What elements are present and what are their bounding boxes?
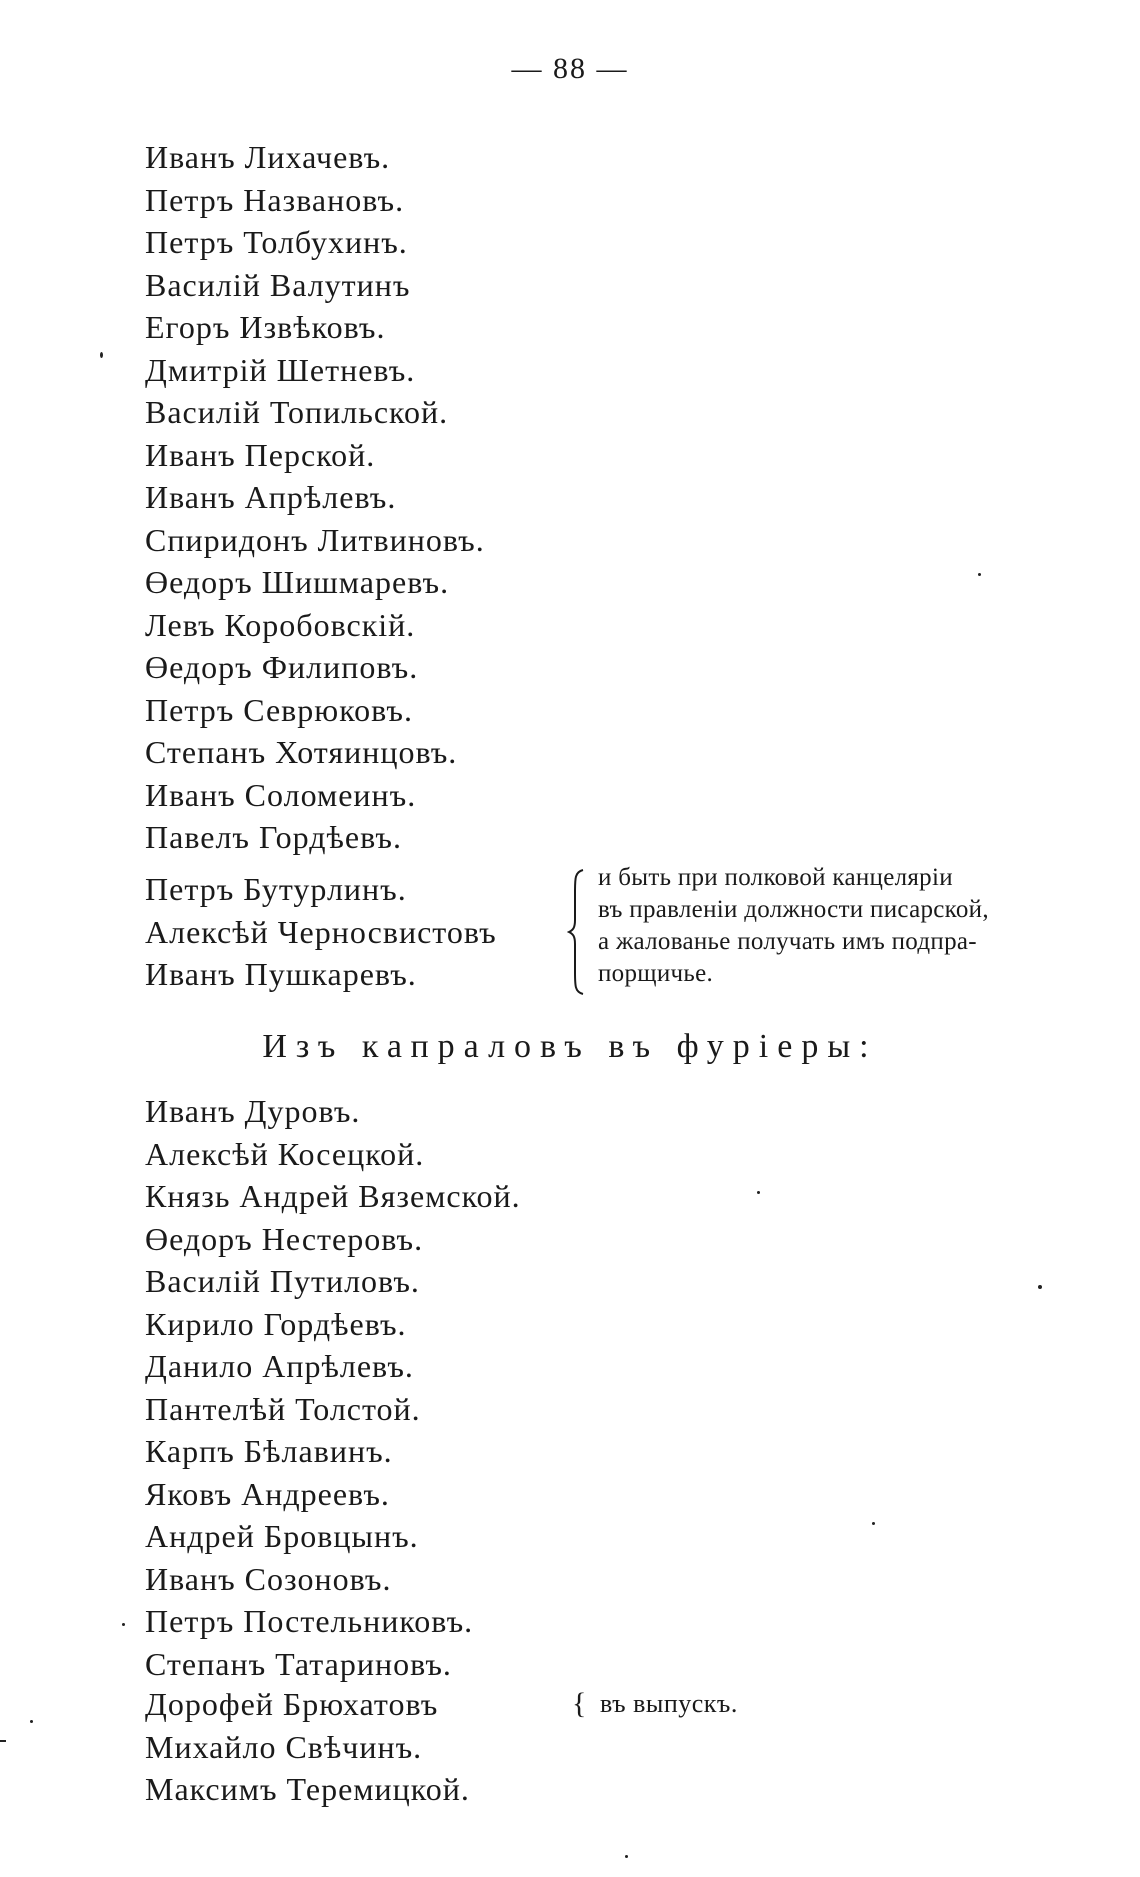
clerk-note-line: порщичье.	[598, 960, 714, 987]
list-item: Иванъ Созоновъ.	[145, 1560, 392, 1597]
list-item: Петръ Постельниковъ.	[145, 1603, 474, 1639]
list-item: Иванъ Лихачевъ.	[145, 139, 391, 175]
list-item: Павелъ Гордѣевъ.	[145, 819, 402, 855]
clerk-note	[598, 862, 1058, 990]
list-item: Алексѣй Черносвистовъ	[145, 913, 497, 950]
list-item: Михайло Свѣчинъ.	[145, 1728, 423, 1765]
list-item: Степанъ Татариновъ.	[145, 1645, 452, 1682]
list-item: Левъ Коробовскій.	[145, 606, 416, 643]
list-item: Кирило Гордѣевъ.	[145, 1305, 407, 1342]
list-item: Иванъ Апрѣлевъ.	[145, 479, 397, 515]
list-item: Данило Апрѣлевъ.	[145, 1348, 414, 1384]
list-item: Карпъ Бѣлавинъ.	[145, 1433, 393, 1469]
list-item: Алексѣй Косецкой.	[145, 1135, 425, 1172]
list-item: Василій Топильской.	[145, 394, 449, 430]
list-item: Петръ Названовъ.	[145, 181, 405, 218]
page-number: — 88 —	[511, 52, 629, 85]
list-item: Князь Андрей Вяземской.	[145, 1178, 521, 1214]
list-item: Пантелѣй Толстой.	[145, 1390, 421, 1427]
list-item: Иванъ Пушкаревъ.	[145, 956, 417, 992]
scan-speck	[30, 1720, 33, 1723]
list-item: Петръ Севрюковъ.	[145, 691, 413, 728]
name-list-last	[145, 1683, 470, 1811]
clerk-note-line: а жалованье получать имъ подпра-	[598, 928, 977, 955]
list-item: Андрей Бровцынъ.	[145, 1518, 419, 1554]
scan-speck	[978, 573, 981, 576]
list-item: Василій Валутинъ	[145, 266, 411, 303]
scan-speck	[872, 1522, 875, 1525]
list-item: Дмитрій Шетневъ.	[145, 351, 416, 388]
list-item: Иванъ Соломеинъ.	[145, 776, 417, 813]
name-list-second	[145, 1090, 521, 1685]
list-item: Степанъ Хотяинцовъ.	[145, 734, 458, 770]
scan-speck	[122, 1623, 125, 1626]
list-item: Спиридонъ Литвиновъ.	[145, 521, 485, 558]
release-note: въ выпускъ.	[600, 1689, 738, 1718]
scan-speck	[100, 352, 103, 358]
list-item: Өедоръ Нестеровъ.	[145, 1220, 424, 1257]
clerk-note-line: въ правленіи должности писарской,	[598, 896, 989, 923]
scan-speck	[0, 1740, 6, 1742]
scan-speck	[1038, 1285, 1042, 1289]
list-item: Дорофей Брюхатовъ	[145, 1686, 439, 1722]
list-item: Иванъ Дуровъ.	[145, 1093, 361, 1129]
clerk-note-line: и быть при полковой канцеляріи	[598, 864, 953, 891]
section-heading: Изъ капраловъ въ фуріеры:	[262, 1028, 878, 1065]
name-list-first	[145, 136, 485, 859]
list-item: Петръ Толбухинъ.	[145, 224, 408, 260]
scan-speck	[625, 1855, 628, 1858]
list-item: Егоръ Извѣковъ.	[145, 309, 386, 345]
small-brace-icon: {	[572, 1687, 587, 1720]
name-list-clerks	[145, 868, 497, 996]
list-item: Василій Путиловъ.	[145, 1263, 420, 1299]
list-item: Петръ Бутурлинъ.	[145, 871, 407, 907]
scan-speck	[757, 1191, 760, 1194]
list-item: Максимъ Теремицкой.	[145, 1771, 470, 1807]
list-item: Иванъ Перской.	[145, 436, 376, 473]
list-item: Өедоръ Шишмаревъ.	[145, 564, 450, 600]
list-item: Яковъ Андреевъ.	[145, 1475, 390, 1512]
list-item: Өедоръ Филиповъ.	[145, 649, 419, 685]
curly-brace-icon	[567, 868, 587, 996]
